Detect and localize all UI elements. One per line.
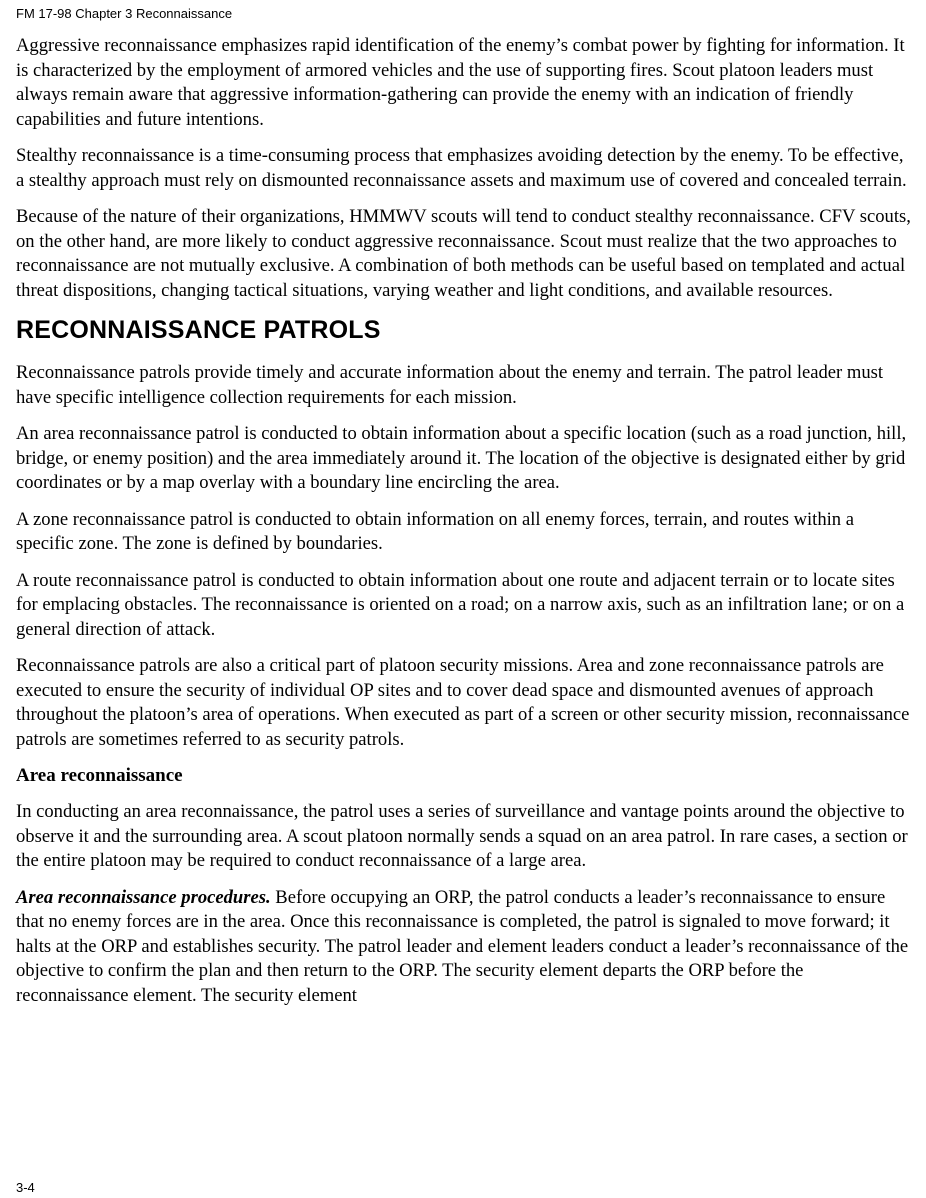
paragraph-stealthy-recon: Stealthy reconnaissance is a time-consuming process that emphasizes avoiding detection by the enemy. To be effective, a stealthy approach must rely on dismounted reconnaissance assets and maximum use of covered and concealed terrain.	[16, 145, 907, 191]
run-in-heading: Area reconnaissance procedures.	[16, 886, 271, 908]
paragraph-recon-patrols: Reconnaissance patrols provide timely and accurate information about the enemy and terrain. The patrol leader must have specific intelligence collection requirements for each mission.	[16, 362, 884, 408]
paragraph-scout-approaches: Because of the nature of their organizations, HMMWV scouts will tend to conduct stealthy reconnaissance. CFV scouts, on the other hand, are more likely to conduct aggressive reconnaissance. Scout must realize that the two approaches to reconnaissance are not mutually exclusive. A combination of both methods can be useful based on templated and actual threat dispositions, changing tactical situations, varying weather and light conditions, and available resources.	[16, 206, 911, 301]
paragraph-area-patrol: An area reconnaissance patrol is conducted to obtain information about a specific location (such as a road junction, hill, bridge, or enemy position) and the area immediately around it. The location of the objective is designated either by grid coordinates or by a map overlay with a boundary line encircling the area.	[16, 423, 907, 493]
paragraph-route-patrol: A route reconnaissance patrol is conducted to obtain information about one route and adjacent terrain or to locate sites for emplacing obstacles. The reconnaissance is oriented on a road; on a narrow axis, such as an infiltration lane; or on a general direction of attack.	[16, 569, 905, 640]
running-head: FM 17-98 Chapter 3 Reconnaissance	[16, 6, 233, 21]
paragraph-area-recon: In conducting an area reconnaissance, the patrol uses a series of surveillance and vantage points around the objective to observe it and the surrounding area. A scout platoon normally sends a squad on an area patrol. In rare cases, a section or the entire platoon may be required to conduct reconnaissance of a large area.	[16, 801, 908, 871]
section-heading: RECONNAISSANCE PATROLS	[16, 316, 381, 344]
page-number: 3-4	[16, 1180, 35, 1195]
page-content	[16, 34, 914, 1020]
procedures-text: Before occupying an ORP, the patrol conducts a leader’s reconnaissance to ensure that no enemy forces are in the area. Once this reconnaissance is completed, the patrol is signaled to move forward; it halts at the ORP and establishes security. The patrol leader and element leaders conduct a leader’s reconnaissance of the objective to confirm the plan and then return to the ORP. The security element departs the ORP before the reconnaissance element. The security element	[16, 886, 909, 1006]
paragraph-zone-patrol: A zone reconnaissance patrol is conducted to obtain information on all enemy forces, terrain, and routes within a specific zone. The zone is defined by boundaries.	[16, 508, 854, 554]
paragraph-aggressive-recon: Aggressive reconnaissance emphasizes rapid identification of the enemy’s combat power by fighting for information. It is characterized by the employment of armored vehicles and the use of supporting fires. Scout platoon leaders must always remain aware that aggressive information-gathering can provide the enemy with an indication of friendly capabilities and future intentions.	[16, 35, 905, 130]
paragraph-security-patrols: Reconnaissance patrols are also a critical part of platoon security missions. Area and zone reconnaissance patrols are executed to ensure the security of individual OP sites and to cover dead space and dismounted avenues of approach throughout the platoon’s area of operations. When executed as part of a screen or other security mission, reconnaissance patrols are sometimes referred to as security patrols.	[16, 655, 910, 750]
paragraph-area-recon-procedures	[16, 886, 914, 1009]
subsection-heading: Area reconnaissance	[16, 765, 183, 786]
